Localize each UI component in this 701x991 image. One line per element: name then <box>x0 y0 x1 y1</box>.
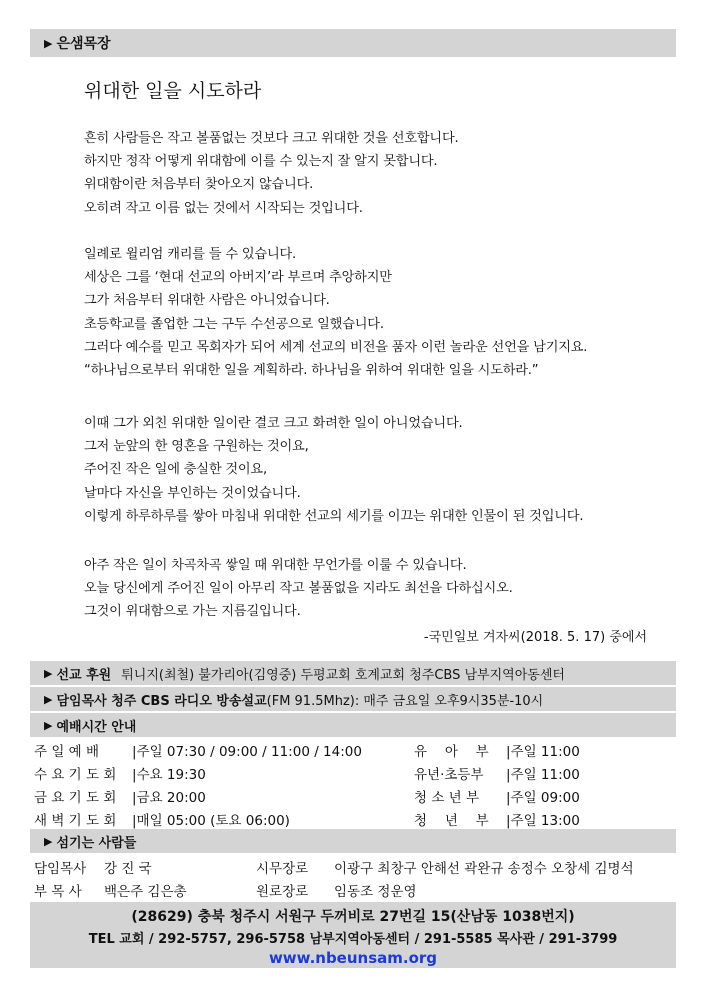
staff-row <box>34 880 417 900</box>
text-line: 위대함이란 처음부터 찾아오지 않습니다. <box>84 177 314 193</box>
church-address: (28629) 충북 청주시 서원구 두꺼비로 27번길 15(산남동 1038번지) <box>131 909 575 925</box>
service-name: 금 요 기 도 회 <box>34 790 117 806</box>
worship-row: 유년·초등부 |주일 11:00 <box>414 763 580 783</box>
mission-label: 선교 후원 <box>56 667 112 683</box>
worship-row: 유 아 부 |주일 11:00 <box>414 740 580 760</box>
text-line: 세상은 그를 ‘현대 선교의 아버지’라 부르며 추앙하지만 <box>84 270 392 286</box>
staff-role: 담임목사 <box>34 861 87 877</box>
text-line: 이때 그가 외친 위대한 일이란 결코 크고 화려한 일이 아니었습니다. <box>84 416 463 431</box>
service-time: 주일 11:00 <box>510 744 580 760</box>
staff-names: 임동조 정운영 <box>334 884 417 900</box>
worship-label: 예배시간 안내 <box>56 719 137 735</box>
text-line: 주어진 작은 일에 충실한 것이요, <box>84 462 267 478</box>
worship-row: 금 요 기 도 회 |금요 20:00 <box>34 786 206 806</box>
mission-text: 튀니지(최철) 불가리아(김영중) 두평교회 호계교회 청주CBS 남부지역아동센터 <box>121 667 565 683</box>
service-time: 주일 09:00 <box>510 790 580 806</box>
text-line: 하지만 정작 어떻게 위대함에 이를 수 있는지 잘 알지 못합니다. <box>84 154 438 170</box>
website-link[interactable]: www.nbeunsam.org <box>268 949 438 967</box>
paragraph-2 <box>84 243 587 382</box>
triangle-right-icon: ▶ <box>44 692 53 706</box>
triangle-right-icon: ▶ <box>44 666 53 680</box>
worship-bar <box>30 713 676 737</box>
section-title: 은샘목장 <box>56 36 111 52</box>
worship-row: 새 벽 기 도 회 |매일 05:00 (토요 06:00) <box>34 809 290 829</box>
staff-role: 부 목 사 <box>34 884 82 900</box>
worship-row: 주 일 예 배 |주일 07:30 / 09:00 / 11:00 / 14:00 <box>34 740 362 760</box>
radio-bar <box>30 687 676 711</box>
service-time: 금요 20:00 <box>136 790 206 806</box>
text-line: “하나님으로부터 위대한 일을 계획하라. 하나님을 위하여 위대한 일을 시도하라.” <box>84 363 539 379</box>
triangle-right-icon: ▶ <box>44 834 53 848</box>
worship-row: 수 요 기 도 회 |수요 19:30 <box>34 763 206 783</box>
service-name: 주 일 예 배 <box>34 744 100 760</box>
staff-role: 시무장로 <box>256 861 309 877</box>
radio-label: 담임목사 청주 CBS 라디오 방송설교 <box>56 693 267 709</box>
staff-row <box>34 857 634 877</box>
paragraph-4 <box>84 554 513 624</box>
staff-names: 백은주 김은총 <box>104 884 187 900</box>
service-time: 수요 19:30 <box>136 767 206 783</box>
triangle-right-icon: ▶ <box>44 36 53 50</box>
text-line: 초등학교를 졸업한 그는 구두 수선공으로 일했습니다. <box>84 316 384 332</box>
service-name: 수 요 기 도 회 <box>34 767 117 783</box>
service-name: 새 벽 기 도 회 <box>34 813 117 829</box>
phone-numbers: TEL 교회 / 292-5757, 296-5758 남부지역아동센터 / 291-5585 목사관 / 291-3799 <box>88 932 618 947</box>
service-name: 유년·초등부 <box>414 767 484 783</box>
service-time: 주일 13:00 <box>510 813 580 829</box>
text-line: 오늘 당신에게 주어진 일이 아무리 작고 볼품없을 지라도 최선을 다하십시오. <box>84 581 513 597</box>
text-line: 흔히 사람들은 작고 볼품없는 것보다 크고 위대한 것을 선호합니다. <box>84 131 459 146</box>
radio-text: (FM 91.5Mhz): 매주 금요일 오후9시35분-10시 <box>266 693 544 709</box>
footer <box>30 902 676 968</box>
text-line: 오히려 작고 이름 없는 것에서 시작되는 것입니다. <box>84 200 363 216</box>
staff-names: 이광구 최창구 안해선 곽완규 송정수 오창세 김명석 <box>334 861 634 877</box>
mission-bar <box>30 661 676 685</box>
text-line: 이렇게 하루하루를 쌓아 마침내 위대한 선교의 세기를 이끄는 위대한 인물이 된 것입니다. <box>84 508 584 524</box>
text-line: 그러다 예수를 믿고 목회자가 되어 세계 선교의 비전을 품자 이런 놀라운 선언을 남기지요. <box>84 339 588 355</box>
text-line: 그것이 위대함으로 가는 지름길입니다. <box>84 604 301 620</box>
article-title: 위대한 일을 시도하라 <box>84 80 262 102</box>
service-time: 주일 11:00 <box>510 767 580 783</box>
worship-row: 청 소 년 부 |주일 09:00 <box>414 786 580 806</box>
service-name: 유 아 부 <box>414 744 489 760</box>
worship-row: 청 년 부 |주일 13:00 <box>414 809 580 829</box>
service-name: 청 소 년 부 <box>414 790 480 806</box>
text-line: 날마다 자신을 부인하는 것이었습니다. <box>84 485 301 501</box>
staff-label: 섬기는 사람들 <box>56 835 137 851</box>
service-time: 주일 07:30 / 09:00 / 11:00 / 14:00 <box>136 744 362 760</box>
staff-role: 원로장로 <box>256 884 309 900</box>
text-line: 일례로 윌리엄 캐리를 들 수 있습니다. <box>84 247 297 262</box>
service-time: 매일 05:00 (토요 06:00) <box>136 813 290 829</box>
staff-names: 강 진 국 <box>104 861 152 877</box>
text-line: 아주 작은 일이 차곡차곡 쌓일 때 위대한 무언가를 이룰 수 있습니다. <box>84 558 467 573</box>
paragraph-3 <box>84 412 583 528</box>
staff-bar <box>30 829 676 853</box>
text-line: 그가 처음부터 위대한 사람은 아니었습니다. <box>84 293 330 309</box>
article-source: -국민일보 겨자씨(2018. 5. 17) 중에서 <box>423 630 647 645</box>
section-header <box>30 29 676 57</box>
triangle-right-icon: ▶ <box>44 718 53 732</box>
paragraph-1 <box>84 127 458 220</box>
text-line: 그저 눈앞의 한 영혼을 구원하는 것이요, <box>84 439 309 455</box>
service-name: 청 년 부 <box>414 813 489 829</box>
